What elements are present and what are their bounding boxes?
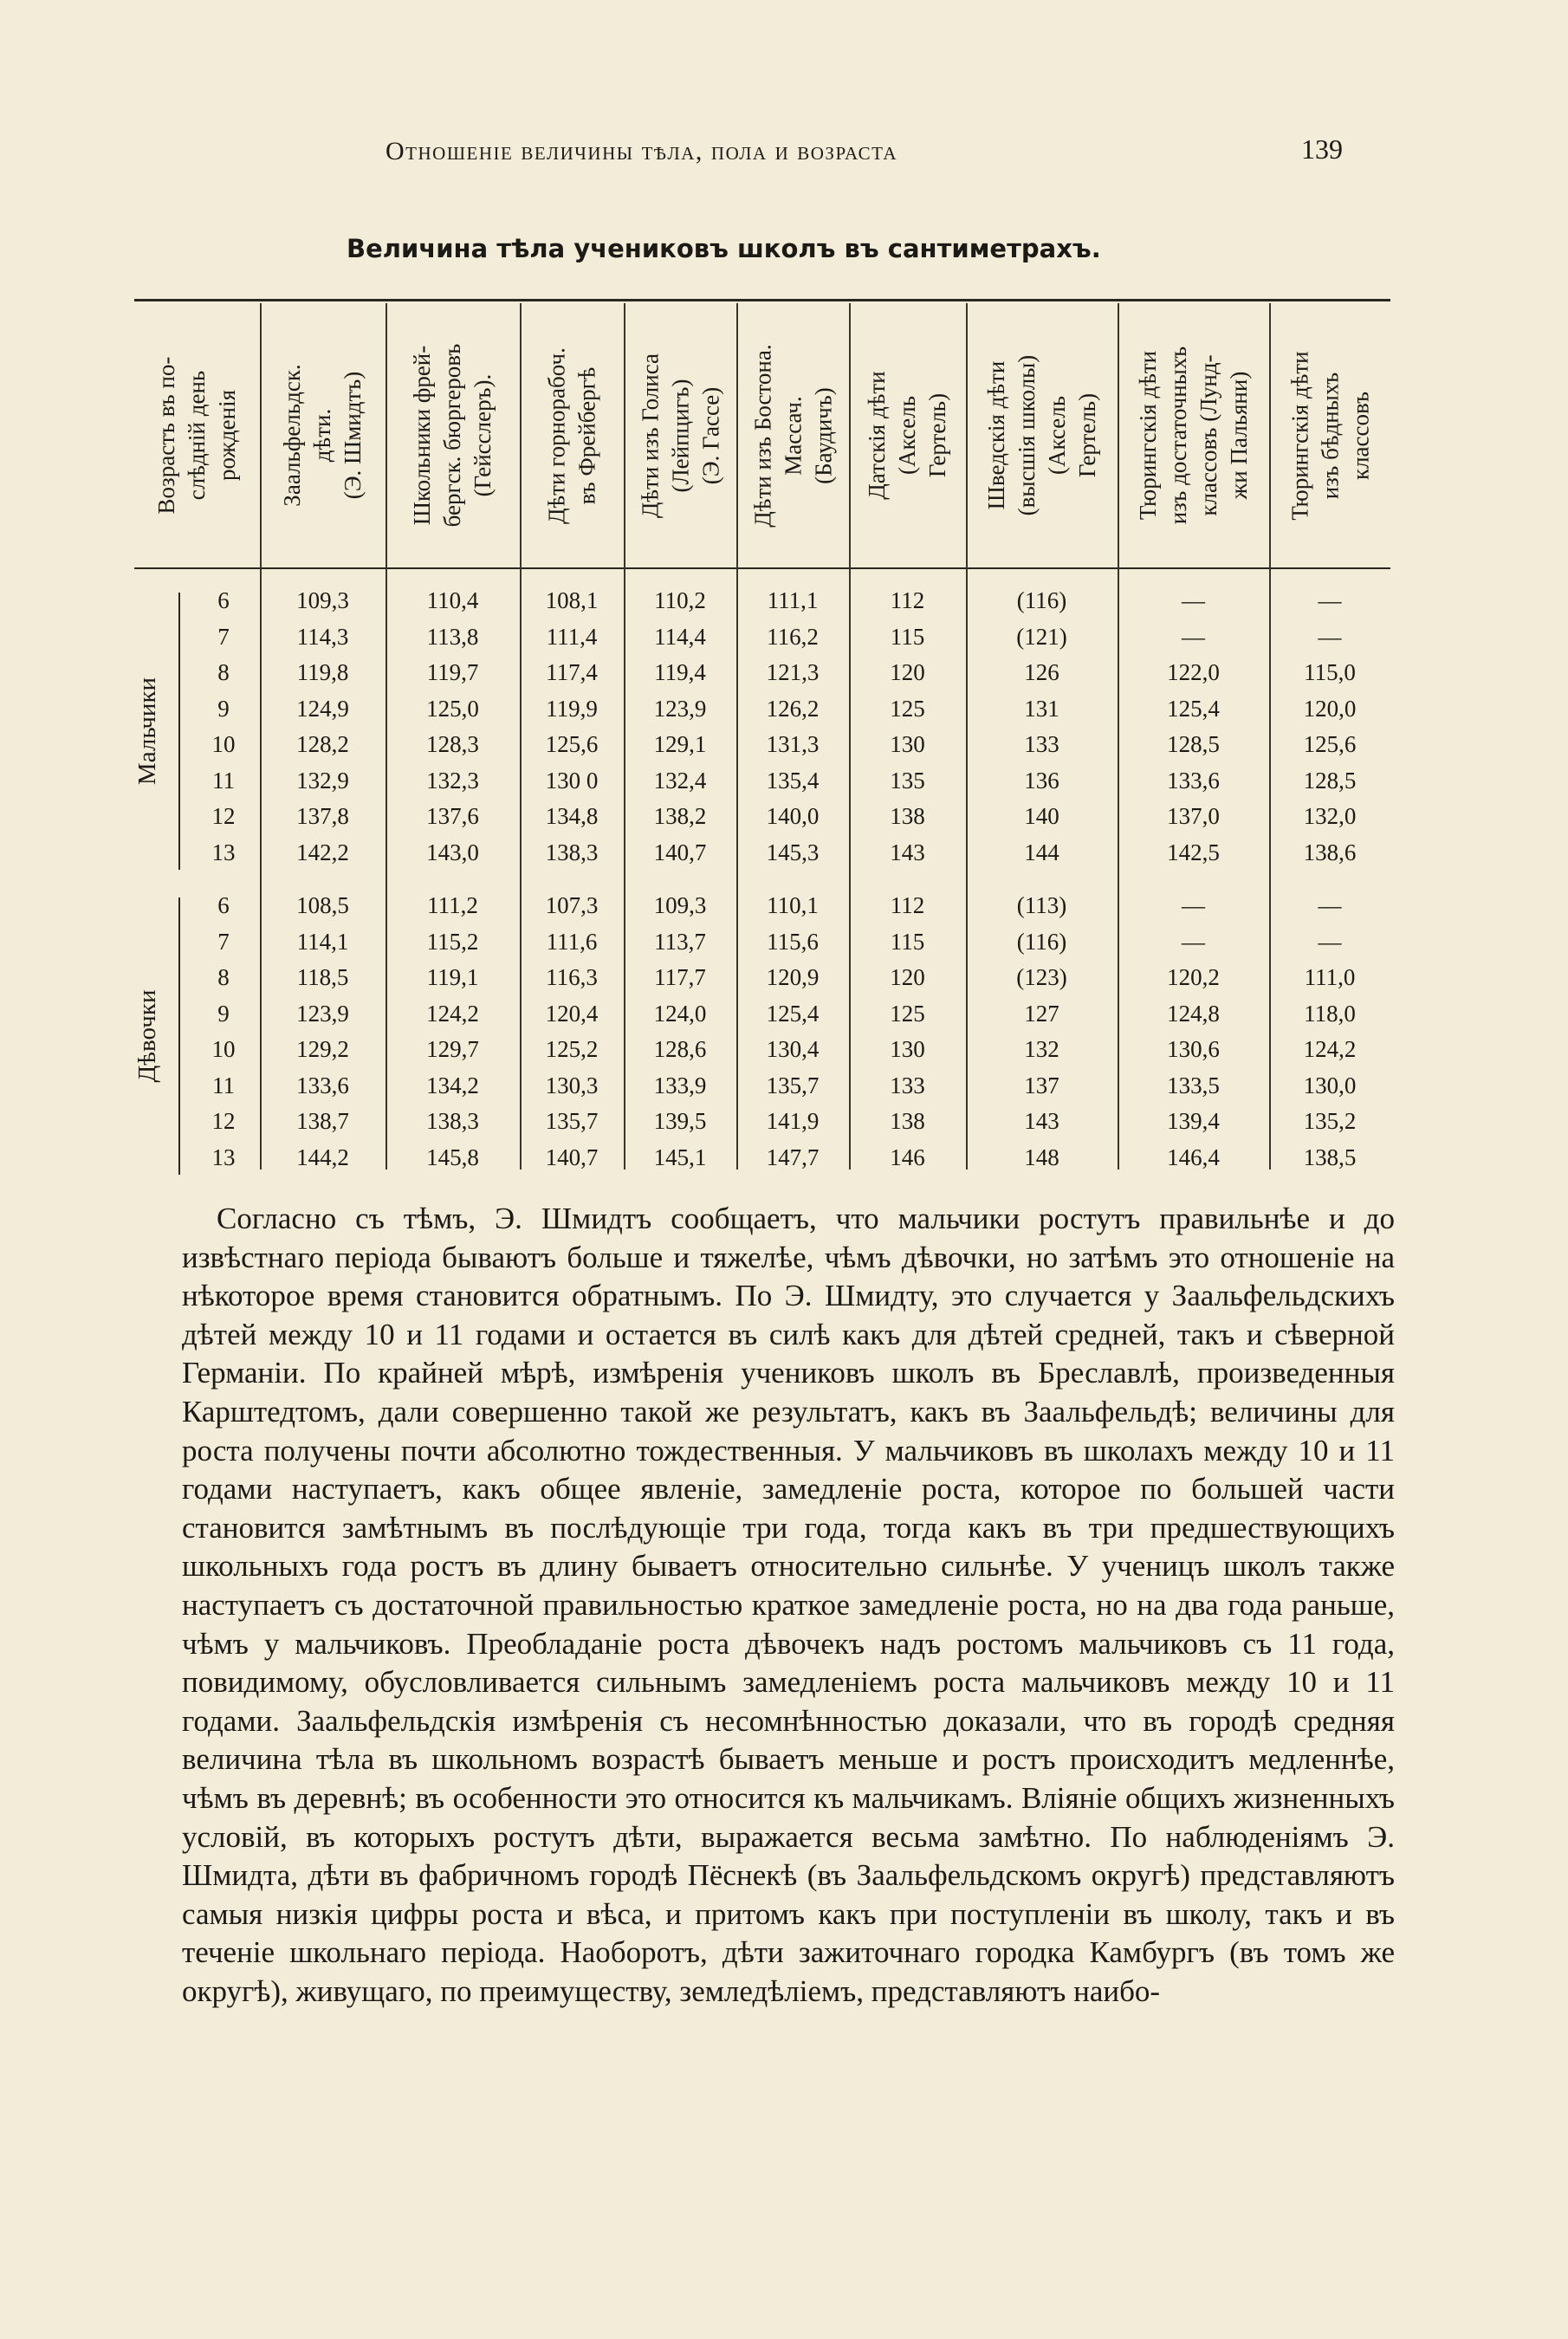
table-cell: —	[1318, 928, 1342, 955]
table-cell: 138	[890, 803, 925, 829]
age-cell: 7	[217, 623, 230, 650]
table-cell: 117,7	[654, 964, 706, 990]
age-cell: 7	[217, 928, 230, 955]
table-cell: 120,0	[1303, 695, 1357, 722]
table-cell: 110,4	[426, 587, 479, 613]
table-cell: 138,3	[545, 839, 599, 865]
table-cell: 123,9	[653, 695, 707, 722]
table-cell: 128,5	[1303, 767, 1357, 794]
table-cell: 126	[1024, 659, 1059, 685]
column-header: Возрастъ въ по- слѣдній день рожденія	[153, 356, 240, 515]
table-cell: —	[1318, 892, 1342, 918]
table-cell: 143	[1024, 1108, 1059, 1134]
table-cell: 140,7	[545, 1144, 599, 1170]
table-cell: 124,8	[1167, 1000, 1220, 1027]
table-cell: 144	[1024, 839, 1059, 865]
column-divider	[386, 303, 387, 1170]
table-cell: 124,9	[296, 695, 349, 722]
table-cell: —	[1182, 892, 1205, 918]
table-cell: 129,2	[296, 1036, 349, 1062]
table-cell: 130,0	[1303, 1072, 1357, 1098]
table-cell: 137,6	[426, 803, 479, 829]
table-cell: 109,3	[296, 587, 349, 613]
table-cell: 129,1	[653, 731, 707, 757]
table-cell: 118,0	[1304, 1000, 1356, 1027]
group-label: Дѣвочки	[133, 989, 161, 1083]
table-cell: 135,7	[545, 1108, 599, 1134]
table-cell: 115,6	[767, 928, 819, 955]
table-cell: 116,3	[546, 964, 598, 990]
age-cell: 8	[217, 964, 230, 990]
table-cell: 135,7	[766, 1072, 820, 1098]
column-header: Дѣти изъ Голиса (Лейпцигъ) (Э. Гассе)	[636, 353, 723, 518]
table-cell: 134,8	[545, 803, 599, 829]
table-cell: 107,3	[545, 892, 599, 918]
table-cell: 130	[890, 1036, 925, 1062]
table-cell: 113,7	[654, 928, 706, 955]
table-cell: 114,4	[654, 623, 706, 650]
table-cell: 142,2	[296, 839, 349, 865]
table-cell: 113,8	[426, 623, 479, 650]
table-cell: 130	[890, 731, 925, 757]
age-cell: 13	[211, 1144, 236, 1170]
age-cell: 12	[211, 803, 236, 829]
age-cell: 6	[217, 587, 230, 613]
table-cell: 139,5	[653, 1108, 707, 1134]
age-cell: 10	[211, 1036, 236, 1062]
header-bottom-rule	[134, 567, 1390, 569]
table-cell: 120,9	[766, 964, 820, 990]
table-cell: 146,4	[1167, 1144, 1220, 1170]
table-cell: 125,2	[545, 1036, 599, 1062]
table-cell: 145,8	[426, 1144, 479, 1170]
table-cell: 140,7	[653, 839, 707, 865]
table-cell: 115	[890, 623, 925, 650]
table-cell: 111,1	[767, 587, 819, 613]
table-cell: 120,2	[1167, 964, 1220, 990]
table-cell: 109,3	[653, 892, 707, 918]
table-cell: 128,5	[1167, 731, 1220, 757]
column-header: Заальфельдск. дѣти. (Э. Шмидтъ)	[279, 364, 366, 507]
table-cell: 132,0	[1303, 803, 1357, 829]
table-cell: 136	[1024, 767, 1059, 794]
table-cell: 138,2	[653, 803, 707, 829]
table-cell: 130,3	[545, 1072, 599, 1098]
table-cell: (116)	[1016, 587, 1067, 613]
table-cell: 132	[1024, 1036, 1059, 1062]
table-cell: 108,5	[296, 892, 349, 918]
table-cell: 144,2	[296, 1144, 349, 1170]
table-cell: —	[1182, 587, 1205, 613]
table-cell: 138,6	[1303, 839, 1357, 865]
table-cell: 143	[890, 839, 925, 865]
column-divider	[1118, 303, 1119, 1170]
table-cell: 137,8	[296, 803, 349, 829]
table-cell: 114,1	[296, 928, 349, 955]
table-cell: 125,4	[1167, 695, 1220, 722]
table-cell: —	[1182, 623, 1205, 650]
column-header: Тюрингскія дѣти изъ достаточныхъ классовъ (Лунд- жи Пальяни)	[1134, 346, 1252, 525]
table-cell: 127	[1024, 1000, 1059, 1027]
table-cell: 111,0	[1304, 964, 1356, 990]
table-cell: 124,0	[653, 1000, 707, 1027]
table-cell: 119,4	[654, 659, 706, 685]
age-cell: 8	[217, 659, 230, 685]
table-cell: 118,5	[296, 964, 349, 990]
table-cell: (113)	[1016, 892, 1067, 918]
table-cell: 125,4	[766, 1000, 820, 1027]
table-cell: 133	[890, 1072, 925, 1098]
table-cell: 146	[890, 1144, 925, 1170]
table-cell: 133,5	[1167, 1072, 1220, 1098]
table-cell: 131	[1024, 695, 1059, 722]
table-cell: 141,9	[766, 1108, 820, 1134]
table-cell: 116,2	[767, 623, 819, 650]
table-cell: 121,3	[766, 659, 820, 685]
table-cell: 133	[1024, 731, 1059, 757]
table-cell: 111,2	[427, 892, 478, 918]
table-cell: 120,4	[545, 1000, 599, 1027]
page-number: 139	[1301, 133, 1343, 165]
table-cell: 132,9	[296, 767, 349, 794]
table-cell: 112	[890, 587, 925, 613]
table-cell: 114,3	[296, 623, 349, 650]
table-cell: 119,1	[426, 964, 479, 990]
table-cell: 137	[1024, 1072, 1059, 1098]
table-cell: 129,7	[426, 1036, 479, 1062]
table-cell: 110,1	[767, 892, 819, 918]
table-cell: 148	[1024, 1144, 1059, 1170]
table-cell: 145,3	[766, 839, 820, 865]
table-cell: (123)	[1016, 964, 1067, 990]
table-cell: 134,2	[426, 1072, 479, 1098]
running-head: Отношеніе величины тѣла, пола и возраста	[386, 137, 898, 165]
table-cell: 138,3	[426, 1108, 479, 1134]
table-cell: 147,7	[766, 1144, 820, 1170]
column-header: Шведскія дѣти (высшія школы) (Аксель Гертель)	[982, 354, 1100, 516]
table-cell: 128,6	[653, 1036, 707, 1062]
table-cell: 124,2	[426, 1000, 479, 1027]
table-cell: 138	[890, 1108, 925, 1134]
table-cell: 139,4	[1167, 1108, 1220, 1134]
table-cell: 142,5	[1167, 839, 1220, 865]
table-cell: 128,3	[426, 731, 479, 757]
table-cell: 115,2	[426, 928, 479, 955]
table-cell: 138,7	[296, 1108, 349, 1134]
age-cell: 12	[211, 1108, 236, 1134]
table-cell: 145,1	[653, 1144, 707, 1170]
table-cell: 130 0	[545, 767, 599, 794]
table-cell: 135	[890, 767, 925, 794]
age-cell: 11	[212, 1072, 235, 1098]
table-top-rule	[134, 299, 1390, 301]
table-cell: 140	[1024, 803, 1059, 829]
age-cell: 9	[217, 1000, 230, 1027]
table-cell: 125,6	[1303, 731, 1357, 757]
table-cell: 111,6	[546, 928, 598, 955]
group-label: Мальчики	[133, 677, 161, 786]
table-cell: 108,1	[545, 587, 599, 613]
table-cell: 133,6	[1167, 767, 1220, 794]
table-cell: 110,2	[654, 587, 706, 613]
table-cell: —	[1318, 587, 1342, 613]
table-cell: 123,9	[296, 1000, 349, 1027]
group-brace	[178, 593, 189, 870]
table-cell: 143,0	[426, 839, 479, 865]
column-header: Школьники фрей- бергск. бюргеровъ (Гейсслеръ).	[409, 343, 496, 528]
group-brace	[178, 897, 189, 1175]
table-cell: 133,9	[653, 1072, 707, 1098]
table-cell: 120	[890, 964, 925, 990]
age-cell: 13	[211, 839, 236, 865]
table-cell: (121)	[1016, 623, 1067, 650]
table-cell: 132,4	[653, 767, 707, 794]
table-cell: 125,0	[426, 695, 479, 722]
table-cell: (116)	[1016, 928, 1067, 955]
age-cell: 10	[211, 731, 236, 757]
body-paragraph: Согласно съ тѣмъ, Э. Шмидтъ сообщаетъ, что мальчики ростутъ правильнѣе и до извѣстнаго періода бываютъ больше и тяжелѣе, чѣмъ дѣвочки, но затѣмъ это отношеніе на нѣкоторое время становится обратнымъ. По Э. Шмидту, это случается у Заальфельдскихъ дѣтей между 10 и 11 годами и остается въ силѣ какъ для дѣтей средней, такъ и сѣверной Германіи. По крайней мѣрѣ, измѣренія учениковъ школъ въ Бреславлѣ, произведенныя Карштедтомъ, дали совершенно такой же результатъ, какъ въ Заальфельдѣ; величины для роста получены почти абсолютно тождественныя. У мальчиковъ въ школахъ между 10 и 11 годами наступаетъ, какъ общее явленіе, замедленіе роста, которое по большей части становится замѣтнымъ въ послѣдующіе три года, тогда какъ въ три предшествующихъ школьныхъ года ростъ въ длину бываетъ относительно сильнѣе. У ученицъ школъ также наступаетъ съ достаточной правильностью краткое замедленіе роста, но на два года раньше, чѣмъ у мальчиковъ. Преобладаніе роста дѣвочекъ надъ ростомъ мальчиковъ съ 11 года, повидимому, обусловливается сильнымъ замедленіемъ роста мальчиковъ между 10 и 11 годами. Заальфельдскія измѣренія съ несомнѣнностью доказали, что въ городѣ средняя величина тѣла въ школьномъ возрастѣ бываетъ меньше и ростъ происходитъ медленнѣе, чѣмъ въ деревнѣ; въ особенности это относится къ мальчикамъ. Вліяніе общихъ жизненныхъ условій, въ которыхъ ростутъ дѣти, выражается весьма замѣтно. По наблюденіямъ Э. Шмидта, дѣти въ фабричномъ городѣ Пёснекѣ (въ Заальфельдскомъ округѣ) представляютъ самыя низкія цифры роста и вѣса, и притомъ какъ при поступленіи въ школу, такъ и въ теченіе школьнаго періода. Наоборотъ, дѣти зажиточнаго городка Камбургъ (въ томъ же округѣ), живущаго, по преимуществу, земледѣліемъ, представляютъ наибо-	[182, 1202, 1395, 2008]
table-cell: 126,2	[766, 695, 820, 722]
table-cell: 115	[890, 928, 925, 955]
age-cell: 6	[217, 892, 230, 918]
table-title: Величина тѣла учениковъ школъ въ сантиметрахъ.	[347, 234, 1101, 263]
table-cell: 119,7	[426, 659, 479, 685]
table-cell: 128,2	[296, 731, 349, 757]
table-cell: 117,4	[546, 659, 598, 685]
column-header: Дѣти изъ Бостона. Массач. (Баудичъ)	[748, 343, 836, 528]
table-cell: 119,9	[546, 695, 598, 722]
table-cell: 112	[890, 892, 925, 918]
table-cell: 119,8	[296, 659, 349, 685]
table-cell: 132,3	[426, 767, 479, 794]
table-cell: 133,6	[296, 1072, 349, 1098]
table-cell: 130,4	[766, 1036, 820, 1062]
table-cell: 124,2	[1303, 1036, 1357, 1062]
column-header: Тюрингскія дѣти изъ бѣдныхъ классовъ	[1286, 350, 1373, 521]
table-cell: 137,0	[1167, 803, 1220, 829]
table-cell: 138,5	[1303, 1144, 1357, 1170]
table-cell: 140,0	[766, 803, 820, 829]
column-header: Датскія дѣти (Аксель Гертель)	[864, 371, 950, 500]
table-cell: 135,4	[766, 767, 820, 794]
table-cell: 111,4	[546, 623, 598, 650]
table-cell: 120	[890, 659, 925, 685]
table-cell: 122,0	[1167, 659, 1220, 685]
table-cell: 125,6	[545, 731, 599, 757]
table-cell: 125	[890, 1000, 925, 1027]
table-cell: 125	[890, 695, 925, 722]
age-cell: 9	[217, 695, 230, 722]
table-cell: —	[1318, 623, 1342, 650]
table-cell: 130,6	[1167, 1036, 1220, 1062]
column-header: Дѣти горнорабоч. въ Фрейбергѣ	[543, 347, 599, 524]
age-cell: 11	[212, 767, 235, 794]
table-cell: 115,0	[1304, 659, 1356, 685]
table-cell: 135,2	[1303, 1108, 1357, 1134]
table-cell: 131,3	[766, 731, 820, 757]
table-cell: —	[1182, 928, 1205, 955]
